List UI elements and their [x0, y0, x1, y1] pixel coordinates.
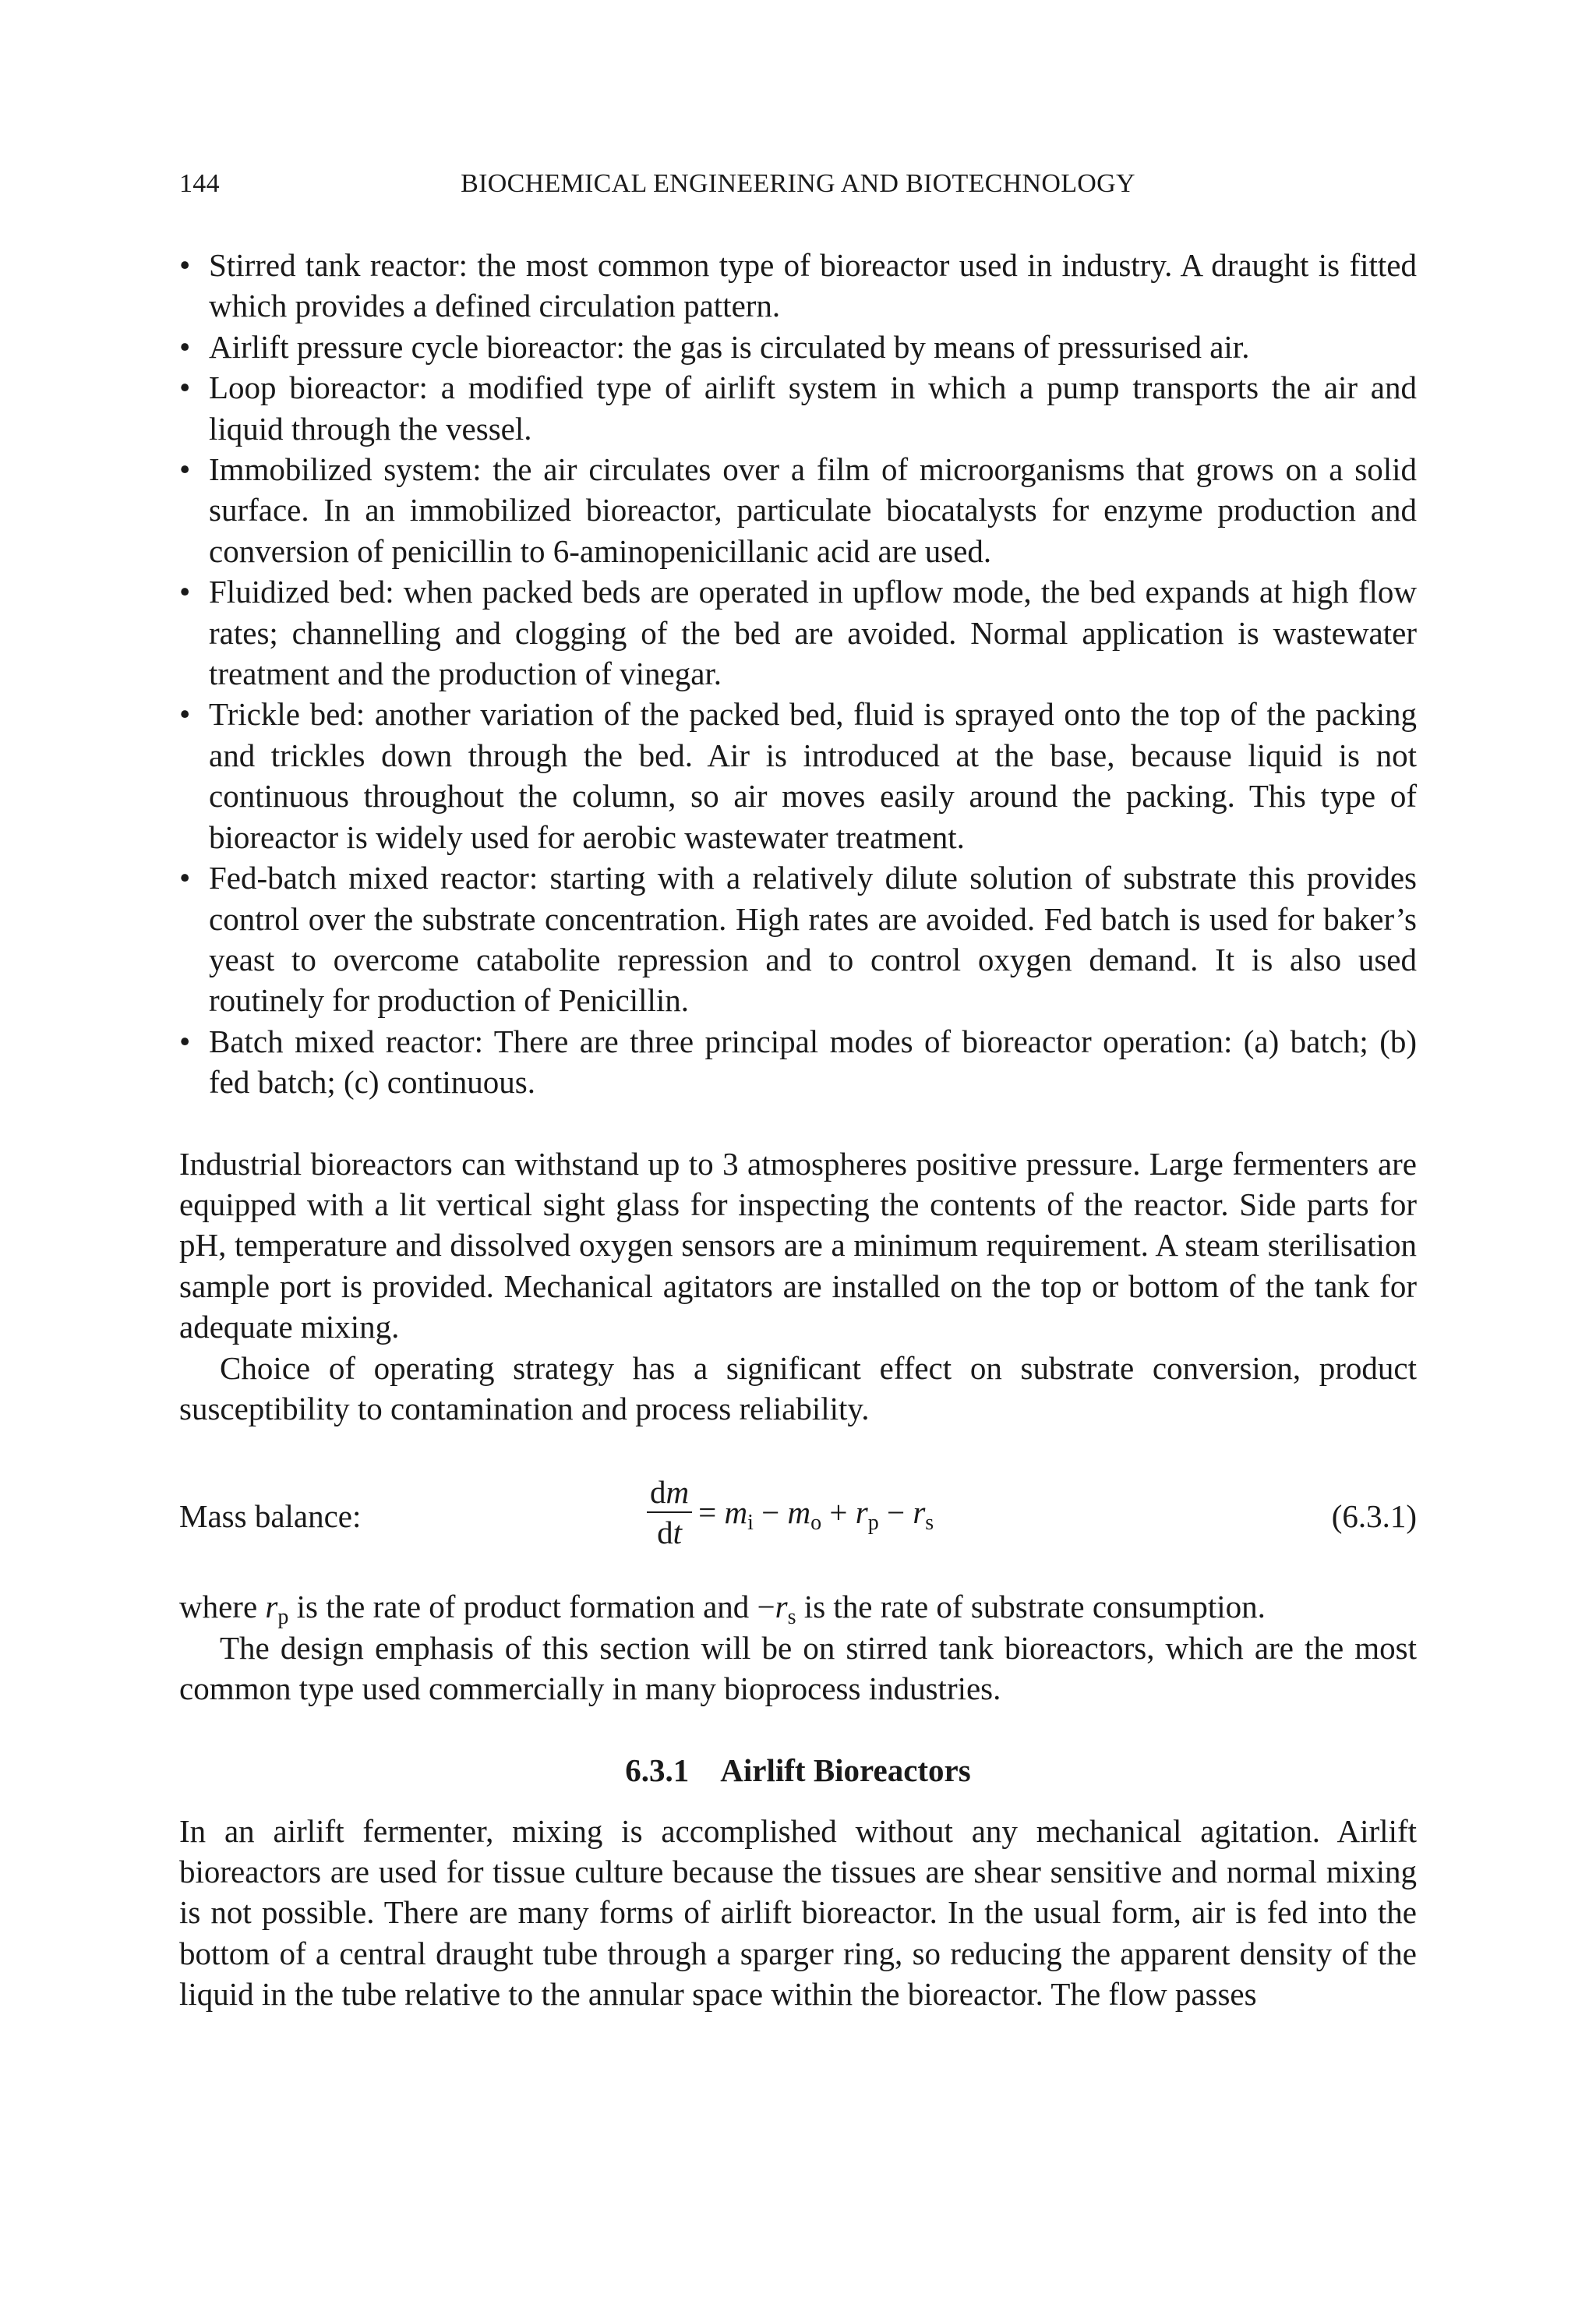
equation-rhs: = $m_i - m_o + r_p - r_s$	[698, 1494, 934, 1536]
paragraph-operating-strategy: Choice of operating strategy has a significant effect on substrate conversion, product susceptibility to contamination and process reliability.	[179, 1349, 1417, 1426]
paragraph-where: where $r_p$ is the rate of product formation and $-r_s$ is the rate of substrate consumption.	[179, 1589, 1266, 1630]
bullet-icon: •	[179, 696, 191, 733]
bullet-icon: •	[179, 1023, 191, 1059]
list-item: • Fed-batch mixed reactor: starting with a relatively dilute solution of substrate this provides control over the substrate concentration. High rates are avoided. Fed batch is used for baker’s yeast to overcome catabolite repression and to control oxygen demand. It is also used routinely for production of Penicillin.	[179, 857, 1417, 1021]
running-head	[179, 164, 1417, 204]
list-item: • Immobilized system: the air circulates over a film of microorganisms that grows on a solid surface. In an immobilized bioreactor, particulate biocatalysts for enzyme production and conversion of penicillin to 6-aminopenicillanic acid are used.	[179, 449, 1417, 571]
equation-label: Mass balance:	[179, 1498, 362, 1535]
fraction-denominator: dt	[657, 1515, 682, 1551]
section-number: 6.3.1	[625, 1752, 690, 1788]
list-item: • Loop bioreactor: a modified type of airlift system in which a pump transports the air and liquid through the vessel.	[179, 367, 1417, 449]
page-number: 144	[179, 169, 220, 198]
bullet-icon: •	[179, 369, 191, 406]
paragraph-airlift-fermenter: In an airlift fermenter, mixing is accomplished without any mechanical agitation. Airlift bioreactors are used for tissue culture because the tissues are shear sensitive and normal mixing is not possible. There are many forms of airlift bioreactor. In the usual form, air is fed into the bottom of a central draught tube through a sparger ring, so reducing the apparent density of the liquid in the tube relative to the annular space within the bioreactor. The flow passes	[179, 1812, 1417, 2013]
paragraph-design-emphasis: The design emphasis of this section will be on stirred tank bioreactors, which are the most common type used commercially in many bioprocess industries.	[179, 1629, 1417, 1707]
section-title: Airlift Bioreactors	[720, 1752, 971, 1788]
list-item: • Airlift pressure cycle bioreactor: the gas is circulated by means of pressurised air.	[179, 327, 1417, 367]
list-item: • Batch mixed reactor: There are three principal modes of bioreactor operation: (a) batch; (b) fed batch; (c) continuous.	[179, 1021, 1417, 1103]
section-heading	[179, 1750, 1417, 1791]
bullet-icon: •	[179, 860, 191, 896]
reactor-types-list	[179, 245, 1417, 1103]
derivative-fraction	[647, 1472, 692, 1552]
bullet-icon: •	[179, 247, 191, 283]
list-item: • Stirred tank reactor: the most common type of bioreactor used in industry. A draught is fitted which provides a defined circulation pattern.	[179, 245, 1417, 327]
bullet-icon: •	[179, 451, 191, 488]
list-item: • Fluidized bed: when packed beds are operated in upflow mode, the bed expands at high flow rates; channelling and clogging of the bed are avoided. Normal application is wastewater treatment and the production of vinegar.	[179, 571, 1417, 694]
equation-body	[647, 1462, 934, 1563]
fraction-numerator: dm	[650, 1474, 690, 1511]
mass-balance-equation	[179, 1462, 1417, 1571]
document-page	[179, 164, 1417, 2015]
bullet-icon: •	[179, 574, 191, 610]
paragraph-industrial-bioreactors: Industrial bioreactors can withstand up to 3 atmospheres positive pressure. Large fermenters are equipped with a lit vertical sight glass for inspecting the contents of the reactor. Side parts for pH, temperature and dissolved oxygen sensors are a minimum requirement. A steam sterilisation sample port is provided. Mechanical agitators are installed on the top or bottom of the tank for adequate mixing.	[179, 1145, 1417, 1345]
bullet-icon: •	[179, 328, 191, 365]
equation-number: (6.3.1)	[1331, 1498, 1417, 1535]
list-item: • Trickle bed: another variation of the packed bed, fluid is sprayed onto the top of the packing and trickles down through the bed. Air is introduced at the base, because liquid is not continuous throughout the column, so air moves easily around the packing. This type of bioreactor is widely used for aerobic wastewater treatment.	[179, 694, 1417, 857]
running-title: BIOCHEMICAL ENGINEERING AND BIOTECHNOLOGY	[461, 169, 1135, 198]
